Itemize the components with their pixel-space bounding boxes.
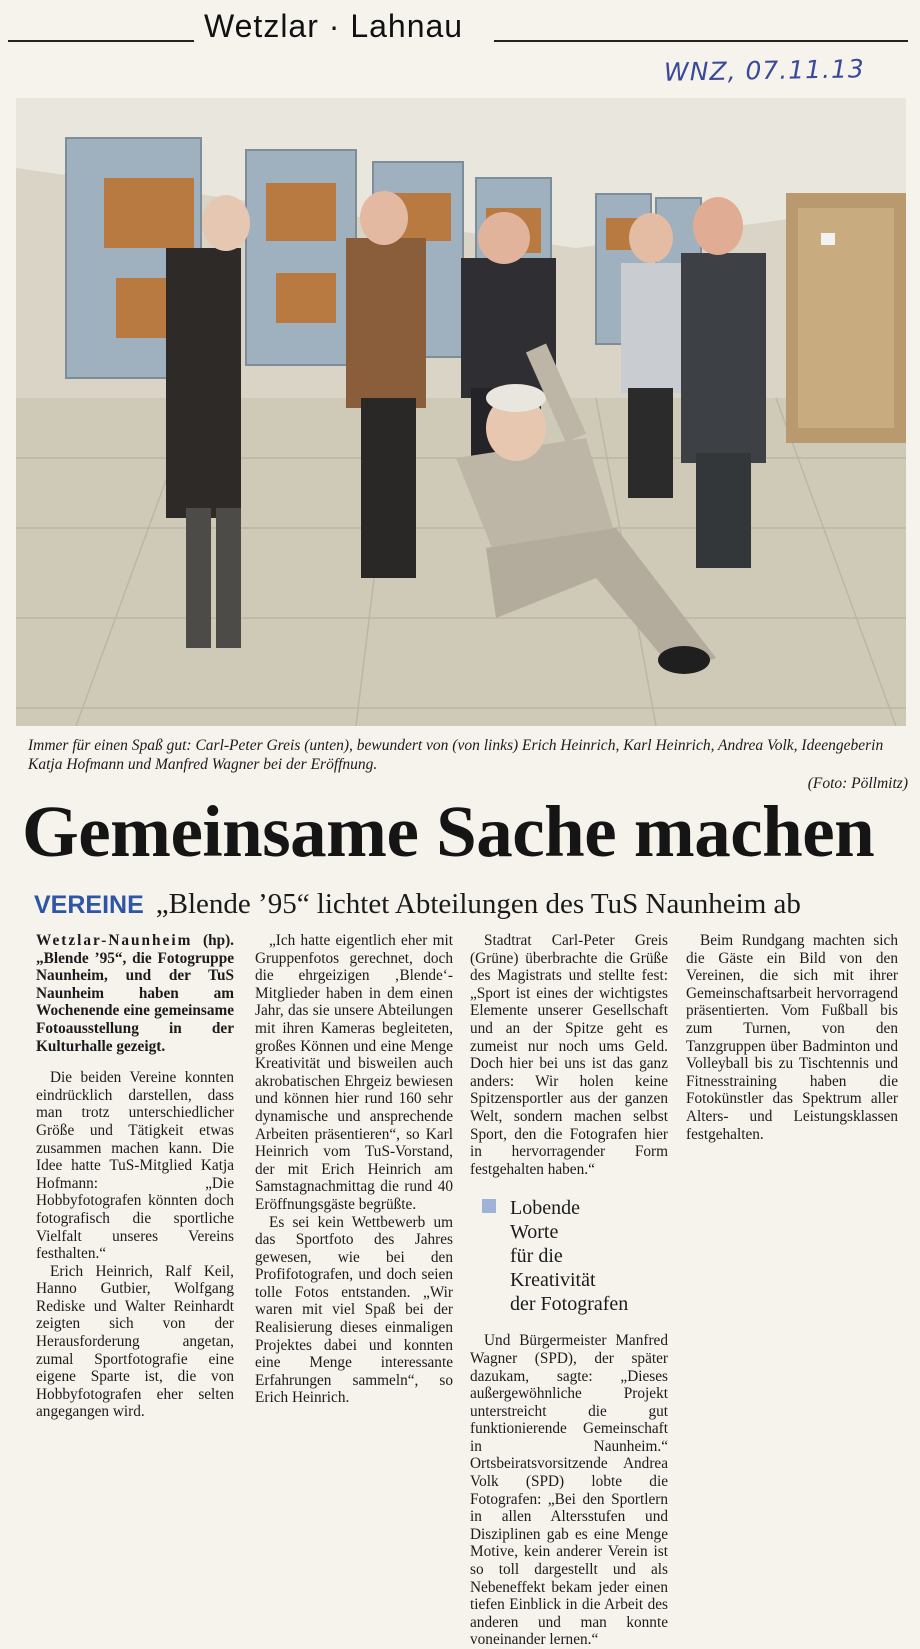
- pull-quote-line: für die: [510, 1245, 563, 1268]
- pull-quote-square-icon: [482, 1199, 496, 1213]
- header-rule-right: [494, 40, 908, 42]
- body-paragraph: „Ich hatte eigentlich eher mit Gruppenfotos gerechnet, doch die ehrgeizigen ‚Blende‘-Mitglieder haben in dem einen Jahr, das sie unsere Abteilungen mit ihren Kameras begleiteten, großes Können und eine Menge Kreativität und bisweilen auch akrobatischen Ehrgeiz bewiesen und können hier rund 160 sehr dynamische und ansprechende Arbeiten präsentieren“, so Karl Heinrich vom TuS-Vorstand, der mit Erich Heinrich am Samstagnachmittag die rund 40 Eröffnungsgäste begrüßte.: [255, 932, 453, 1213]
- handwritten-date-stamp: WNZ, 07.11.13: [663, 54, 866, 87]
- article-column-3: [470, 932, 668, 1649]
- lead-paragraph: [36, 932, 234, 1055]
- photo-illustration: [16, 98, 906, 726]
- body-paragraph: Stadtrat Carl-Peter Greis (Grüne) überbrachte die Grüße des Magistrats und stellte fest: „Sport ist eines der wichtigstes Elemente unserer Gesellschaft und an der Spitze geht es zumeist nur noch ums Geld. Doch hier bei uns ist das ganz anders: Wir holen keine Spitzensportler aus der ganzen Welt, sondern machen selbst Sport, den die Fotografen hier in hervorragender Form festgehalten haben.“: [470, 932, 668, 1178]
- pull-quote-line: Worte: [510, 1221, 559, 1244]
- photo-credit: (Foto: Pöllmitz): [807, 775, 908, 792]
- pull-quote-line: Kreativität: [510, 1269, 596, 1292]
- section-header: [0, 0, 920, 60]
- lead-text: (hp). „Blende ’95“, die Fotogruppe Naunheim, und der TuS Naunheim haben am Wochenende eine gemeinsame Fotoausstellung in der Kulturhalle gezeigt.: [36, 932, 234, 1055]
- photo-caption: [28, 736, 908, 793]
- caption-text: Immer für einen Spaß gut: Carl-Peter Greis (unten), bewundert von (von links) Erich Heinrich, Karl Heinrich, Andrea Volk, Ideengeberin Katja Hofmann und Manfred Wagner bei der Eröffnung.: [28, 737, 884, 773]
- body-paragraph: Und Bürgermeister Manfred Wagner (SPD), der später dazukam, sagte: „Dieses außergewöhnliche Projekt unterstreicht die gut funktionierende Gemeinschaft in Naunheim.“ Ortsbeiratsvorsitzende Andrea Volk (SPD) lobte die Fotografen: „Bei den Sportlern in allen Altersstufen und Disziplinen gab es eine Menge Motive, kein anderer Verein ist so toll dargestellt und als Nebeneffekt bekam jeder einen tiefen Einblick in die Arbeit des anderen und man konnte voneinander lernen.“: [470, 1332, 668, 1649]
- kicker-subtitle: „Blende ’95“ lichtet Abteilungen des TuS Naunheim ab: [155, 888, 801, 920]
- kicker-tag: VEREINE: [34, 891, 144, 919]
- article-photo: [16, 98, 906, 726]
- body-paragraph: Es sei kein Wettbewerb um das Sportfoto des Jahres gewesen, wie bei den Profifotografen, und doch seien tolle Fotos entstanden. „Wir waren mit viel Spaß bei der Realisierung dieses einmaligen Projektes dabei und konnten eine Menge interessante Erfahrungen sammeln“, so Erich Heinrich.: [255, 1213, 453, 1407]
- body-paragraph: Beim Rundgang machten sich die Gäste ein Bild von den Vereinen, die sich mit ihrer Gemeinschaftsarbeit hervorragend präsentierten. Vom Fußball bis zum Turnen, von den Tanzgruppen über Badminton und Volleyball bis zu Tischtennis und Fitnesstraining haben die Fotokünstler das Spektrum aller Alters- und Leistungsklassen festgehalten.: [686, 932, 898, 1143]
- section-title: Wetzlar · Lahnau: [204, 8, 464, 44]
- article-column-2: [255, 932, 453, 1407]
- dateline: Wetzlar-Naunheim: [36, 932, 193, 949]
- headline: Gemeinsame Sache machen: [22, 791, 875, 872]
- header-rule-left: [8, 40, 194, 42]
- kicker: [34, 888, 801, 921]
- pull-quote: [470, 1196, 668, 1316]
- body-paragraph: Erich Heinrich, Ralf Keil, Hanno Gutbier, Wolfgang Rediske und Walter Reinhardt zeigten sich von der Herausforderung angetan, zumal Sportfotografie eine eigene Sparte ist, die von Hobbyfotografen eher selten angegangen wird.: [36, 1262, 234, 1421]
- article-column-4: [686, 932, 898, 1143]
- pull-quote-line: der Fotografen: [510, 1293, 629, 1316]
- body-paragraph: Die beiden Vereine konnten eindrücklich darstellen, dass man trotz unterschiedlicher Größe und Tätigkeit etwas zusammen machen kann. Die Idee hatte TuS-Mitglied Katja Hofmann: „Die Hobbyfotografen könnten doch fotografisch die sportliche Vielfalt unseres Vereins festhalten.“: [36, 1069, 234, 1263]
- pull-quote-line: Lobende: [510, 1197, 580, 1220]
- article-column-1: [36, 932, 234, 1421]
